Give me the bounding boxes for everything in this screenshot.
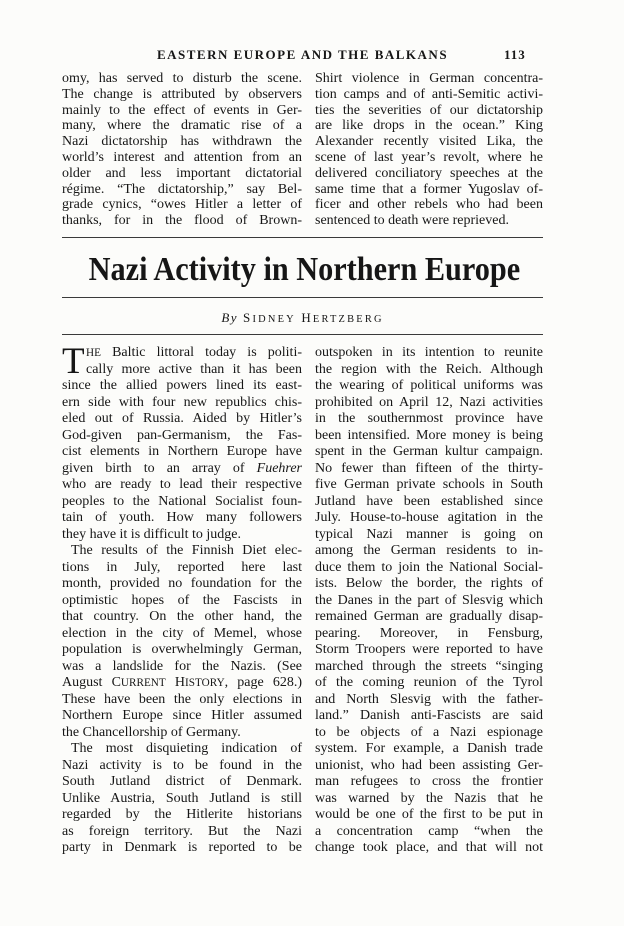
italic-text: Fuehrer (256, 460, 302, 476)
text-line: a concentration camp “when the (315, 823, 543, 839)
text-line: tain of youth. How many followers (62, 510, 302, 525)
text-line: omy, has served to disturb the scene. (62, 71, 302, 86)
article-column-left (62, 341, 303, 857)
text-line: regarded by the Hitlerite historians (62, 807, 302, 822)
text-line: delivered conciliatory speeches at the (315, 165, 543, 181)
text-line: same time that a former Yugoslav of- (315, 181, 543, 197)
text-line (62, 675, 302, 692)
text-line: who are ready to lead their respective (62, 477, 302, 492)
text-segment: August (62, 675, 112, 690)
text-line: Shirt violence in German concentra- (315, 71, 543, 86)
text-line: many, where the dramatic rise of a (62, 118, 302, 134)
text-line: ties the severities of our dictatorship (315, 102, 543, 118)
text-line: thanks, for in the flood of Brown- (62, 213, 302, 229)
text-segment: Baltic littoral today is politi- (100, 345, 302, 360)
text-line: would be one of the first to be put in (315, 807, 543, 822)
text-line: the Danes in the part of Slesvig which (315, 592, 543, 608)
small-caps-text: CURRENT HISTORY (111, 675, 225, 690)
text-line: of the coming reunion of the Tyrol (315, 675, 543, 690)
text-line: Jutland have been established since (315, 493, 543, 509)
author-name: SIDNEY HERTZBERG (243, 310, 384, 325)
byline (62, 309, 543, 329)
text-line: election in the city of Memel, whose (62, 625, 302, 641)
text-line: been intensified. More money is being (315, 427, 543, 443)
text-line: spent in the German kultur campaign. (315, 444, 543, 459)
text-line: peoples to the National Socialist foun- (62, 493, 302, 509)
text-line: was a landslide for the Nazis. (See (62, 658, 302, 674)
text-line: eled out of Russia. Aided by Hitler’s (62, 411, 302, 426)
continued-column-left (62, 71, 302, 229)
text-line: the Chancellorship of Germany. (62, 724, 241, 740)
text-line: land.” Danish anti-Fascists are said (315, 708, 543, 723)
small-caps-text: HE (86, 347, 101, 359)
page-number: 113 (504, 47, 526, 62)
text-line: prohibited on April 12, Nazi activities (315, 394, 543, 410)
text-line: are like drops in the ocean.” King (315, 118, 543, 134)
article-title (62, 248, 543, 292)
text-line: mainly to the effect of events in Ger- (62, 102, 302, 118)
byline-prefix: By (221, 310, 239, 325)
text-line: and North Slesvig with the father- (315, 691, 543, 707)
text-line (62, 461, 302, 478)
text-line: The change is attributed by observers (62, 86, 302, 102)
text-line: These have been the only elections in (62, 691, 302, 707)
text-line: to be objects of a Nazi espionage (315, 724, 543, 740)
text-line: South Jutland district of Denmark. (62, 774, 302, 789)
text-line: Alexander recently visited Lika, the (315, 134, 543, 150)
text-line: The results of the Finnish Diet elec- (71, 543, 302, 558)
text-line: sentenced to death were reprieved. (315, 213, 509, 229)
text-line: Unlike Austria, South Jutland is still (62, 790, 302, 806)
text-line (62, 345, 302, 362)
text-line: The most disquieting indication of (71, 741, 302, 756)
text-line: duce them to join the National Social- (315, 559, 543, 575)
text-line: unionist, who had been assisting Ger- (315, 757, 543, 773)
text-line: scene of last year’s revolt, where he (315, 149, 543, 165)
text-line: world’s interest and attention from an (62, 149, 302, 165)
text-line: month, provided no foundation for the (62, 576, 302, 591)
text-line: marched through the streets “singing (315, 658, 543, 674)
text-line: older and less important dictatorial (62, 165, 302, 181)
drop-cap: T (62, 341, 85, 382)
text-line: tions in July, reported here last (62, 559, 302, 575)
text-line: five German private schools in South (315, 477, 543, 492)
text-line: the region with the Reich. Although (315, 361, 543, 377)
text-line: as foreign territory. But the Nazi (62, 823, 302, 839)
section-divider (62, 237, 543, 238)
text-line: pearing. Moreover, in Fensburg, (315, 625, 543, 641)
running-head: EASTERN EUROPE AND THE BALKANS (156, 47, 449, 62)
text-line: ficer and other rebels who had been (315, 197, 543, 213)
title-rule (62, 297, 543, 298)
text-line: ern side with four new republics chis- (62, 394, 302, 410)
text-line: July. House-to-house agitation in the (315, 510, 543, 525)
text-line: Nazi dictatorship has withdrawn the (62, 134, 302, 150)
text-line: God-given pan-Germanism, the Fas- (62, 427, 302, 443)
byline-rule (62, 334, 543, 335)
text-segment: , page 628.) (224, 675, 303, 690)
text-line: optimistic hopes of the Fascists in (62, 592, 302, 608)
text-line: that country. On the other hand, the (62, 609, 302, 624)
text-line: change took place, and that will not (315, 840, 543, 855)
text-line: the wearing of political uniforms was (315, 378, 543, 393)
text-line: typical Nazi manner is going on (315, 526, 543, 542)
text-line: Northern Europe since Hitler assumed (62, 708, 302, 723)
article-column-right (315, 345, 543, 857)
text-line: population is overwhelmingly German, (62, 642, 302, 657)
text-line: tion camps and of anti-Semitic activi- (315, 86, 543, 102)
text-line: grade cynics, “owes Hitler a letter of (62, 197, 302, 213)
text-line: among the German residents to in- (315, 543, 543, 558)
text-line: party in Denmark is reported to be (62, 840, 302, 855)
text-line: since the allied powers lined its east- (62, 378, 302, 393)
text-line: cist elements in Northern Europe have (62, 444, 302, 459)
text-line: man refugees to cross the frontier (315, 774, 543, 789)
text-line: régime. “The dictatorship,” say Bel- (62, 181, 302, 197)
text-line: was warned by the Nazis that he (315, 790, 543, 806)
text-line: Storm Troopers were reported to have (315, 642, 543, 657)
text-line: remained German are gradually disap- (315, 609, 543, 624)
text-line: they have it is difficult to judge. (62, 526, 241, 542)
text-line: cally more active than it has been (86, 361, 302, 377)
continued-column-right (315, 71, 543, 229)
text-segment: given birth to an array of (62, 460, 257, 476)
text-line: No fewer than fifteen of the thirty- (315, 460, 543, 476)
text-line: system. For example, a Danish trade (315, 741, 543, 756)
text-line: in the southernmost province have (315, 411, 543, 426)
text-line: ists. Below the border, the rights of (315, 576, 543, 591)
article-title-text: Nazi Activity in Northern Europe (88, 251, 521, 288)
text-line: outspoken in its intention to reunite (315, 345, 543, 360)
text-line: Nazi activity is to be found in the (62, 757, 302, 773)
